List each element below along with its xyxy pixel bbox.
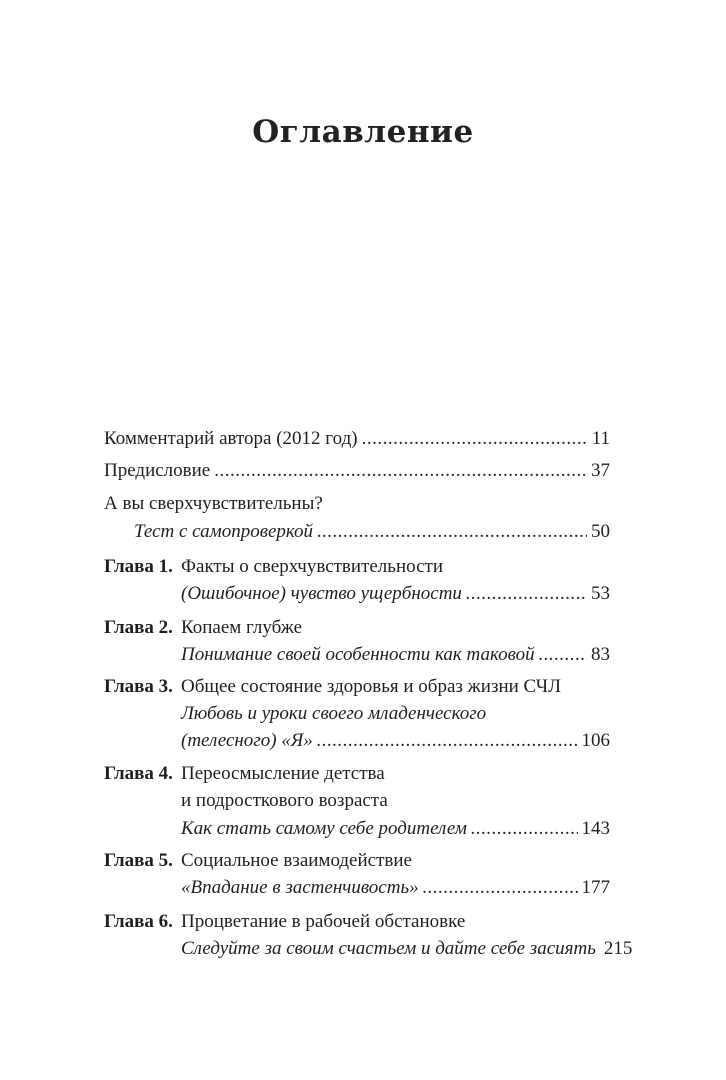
toc-entry-text: Предисловие	[104, 460, 211, 481]
dot-leader	[539, 641, 587, 669]
dot-leader	[317, 727, 578, 755]
page-number: 143	[581, 818, 610, 839]
toc-entry-text: Переосмысление детства	[181, 763, 385, 784]
page-number: 37	[591, 460, 610, 481]
toc-entry-subtitle: Как стать самому себе родителем	[181, 818, 467, 839]
toc-entry-subtitle: Тест с самопроверкой	[134, 521, 314, 542]
toc-entry-heading	[104, 490, 610, 518]
chapter-1-heading	[181, 553, 610, 581]
chapter-2-entry[interactable]	[181, 641, 610, 669]
chapter-4-heading	[181, 760, 610, 788]
toc-entry-text: Общее состояние здоровья и образ жизни СЧЛ	[181, 676, 561, 697]
chapter-3-entry[interactable]	[181, 727, 610, 755]
page-number: 106	[581, 730, 610, 751]
dot-leader	[317, 518, 587, 546]
toc-entry-subtitle: (Ошибочное) чувство ущербности	[181, 583, 462, 604]
toc-entry-text: Комментарий автора (2012 год)	[104, 428, 358, 449]
page-number: 53	[591, 583, 610, 604]
dot-leader	[471, 815, 578, 843]
chapter-label: Глава 5.	[104, 850, 173, 871]
chapter-2-heading	[181, 614, 610, 642]
toc-entry-text: и подросткового возраста	[181, 790, 388, 811]
page-number: 11	[591, 428, 610, 449]
chapter-label: Глава 4.	[104, 763, 173, 784]
dot-leader	[423, 874, 578, 902]
toc-entry-subtitle: Понимание своей особенности как таковой	[181, 644, 535, 665]
chapter-4-heading-continued	[181, 787, 610, 815]
chapter-5-heading	[181, 847, 610, 875]
toc-entry-text: А вы сверхчувствительны?	[104, 493, 323, 514]
page-title: Оглавление	[252, 114, 474, 150]
chapter-4-entry[interactable]	[181, 815, 610, 843]
page-number: 177	[581, 877, 610, 898]
chapter-label: Глава 2.	[104, 617, 173, 638]
chapter-3-subtitle-line	[181, 700, 610, 728]
chapter-label: Глава 6.	[104, 911, 173, 932]
toc-entry-author-commentary[interactable]	[104, 425, 610, 453]
chapter-label: Глава 3.	[104, 676, 173, 697]
chapter-6-entry[interactable]	[181, 935, 633, 963]
toc-entry-subtitle: (телесного) «Я»	[181, 730, 313, 751]
toc-entry-text: Процветание в рабочей обстановке	[181, 911, 466, 932]
toc-entry-subtitle: «Впадание в застенчивость»	[181, 877, 419, 898]
dot-leader	[214, 457, 587, 485]
chapter-1-entry[interactable]	[181, 580, 610, 608]
toc-entry-subtitle: Следуйте за своим счастьем и дайте себе засиять	[181, 938, 596, 959]
dot-leader	[466, 580, 587, 608]
toc-entry-preface[interactable]	[104, 457, 610, 485]
toc-entry-text: Копаем глубже	[181, 617, 303, 638]
toc-entry-text: Социальное взаимодействие	[181, 850, 412, 871]
chapter-6-heading	[181, 908, 610, 936]
chapter-5-entry[interactable]	[181, 874, 610, 902]
toc-entry-subtitle: Любовь и уроки своего младенческого	[181, 703, 487, 724]
chapter-3-heading	[181, 673, 610, 701]
chapter-label: Глава 1.	[104, 556, 173, 577]
page-number: 83	[591, 644, 610, 665]
page-number: 50	[591, 521, 610, 542]
toc-entry-text: Факты о сверхчувствительности	[181, 556, 443, 577]
dot-leader	[362, 425, 588, 453]
page-number: 215	[603, 938, 633, 959]
toc-entry-self-test[interactable]	[134, 518, 610, 546]
